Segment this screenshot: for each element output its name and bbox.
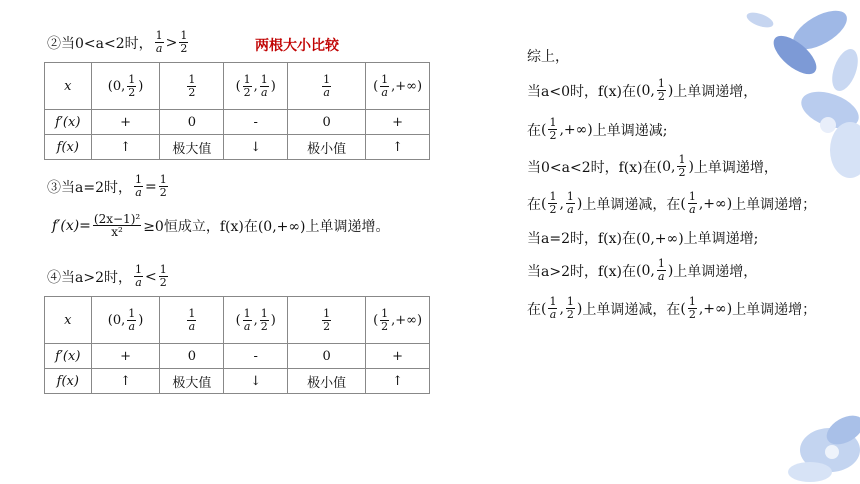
table-cell: 0 xyxy=(288,110,366,135)
summary-title: 综上， xyxy=(527,49,569,65)
summary-line-3: 当0<a<2时，f(x)在 (0, $\frac{1}{2}$ ) 上单调递增， xyxy=(527,153,778,179)
table-cell: ↑ xyxy=(91,369,160,394)
table-cell: ↑ xyxy=(91,135,160,160)
case3-eq: f′(x)= xyxy=(52,217,91,234)
summary-line-7: 在 ( $\frac{1}{a}$ , $\frac{1}{2}$ ) 上单调递减，在 ( $\frac{1}{2}$ ,+∞) 上单调递增； xyxy=(527,295,817,321)
table2-header-point2: $\frac{1}{2}$ xyxy=(288,297,366,344)
table1-header-interval2: ( $\frac{1}{2}$ , $\frac{1}{a}$ ) xyxy=(224,63,288,110)
summary-line-5: 当a=2时，f(x)在(0,+∞)上单调递增; xyxy=(527,231,759,247)
table-cell: 极大值 xyxy=(160,135,224,160)
table1-header-x: x xyxy=(45,63,92,110)
case2-frac-left: $\frac{1}{a}$ xyxy=(155,29,163,55)
table-row xyxy=(45,63,430,110)
sign-table-case2 xyxy=(44,62,430,160)
table-cell: + xyxy=(366,110,430,135)
table1-fp-label: f′(x) xyxy=(45,110,92,135)
table2-header-point1: $\frac{1}{a}$ xyxy=(160,297,224,344)
case2-frac-right: $\frac{1}{2}$ xyxy=(180,29,188,55)
table1-f-label: f(x) xyxy=(45,135,92,160)
case2-label: ②当0<a<2时， xyxy=(47,35,153,52)
table2-header-interval1: (0, $\frac{1}{a}$ ) xyxy=(91,297,160,344)
table-cell: 极小值 xyxy=(288,369,366,394)
table-cell: - xyxy=(224,344,288,369)
summary-line-1: 当a<0时，f(x)在 (0, $\frac{1}{2}$ ) 上单调递增， xyxy=(527,77,758,103)
table1-header-interval1: (0, $\frac{1}{2}$ ) xyxy=(91,63,160,110)
sign-table-case4 xyxy=(44,296,430,394)
note-compare-roots: 两根大小比较 xyxy=(255,38,339,54)
table2-header-interval3: ( $\frac{1}{2}$ ,+∞) xyxy=(366,297,430,344)
table-cell: ↓ xyxy=(224,369,288,394)
table-cell: 0 xyxy=(160,344,224,369)
summary-line-6: 当a>2时，f(x)在 (0, $\frac{1}{a}$ ) 上单调递增， xyxy=(527,257,758,283)
case4-heading: ④当a>2时， $\frac{1}{a}$ < $\frac{1}{2}$ xyxy=(47,263,167,289)
table1-header-point2: $\frac{1}{a}$ xyxy=(288,63,366,110)
case2-heading: ②当0<a<2时， $\frac{1}{a}$ > $\frac{1}{2}$ xyxy=(47,29,188,55)
summary-line-4: 在 ( $\frac{1}{2}$ , $\frac{1}{a}$ ) 上单调递减，在 ( $\frac{1}{a}$ ,+∞) 上单调递增； xyxy=(527,190,817,216)
table-cell: 0 xyxy=(160,110,224,135)
summary-line-2: 在 ( $\frac{1}{2}$ ,+∞) 上单调递减; xyxy=(527,116,668,142)
table2-header-x: x xyxy=(45,297,92,344)
table-cell: ↑ xyxy=(366,135,430,160)
case3-label: ③当a=2时， xyxy=(47,179,132,196)
table-row xyxy=(45,110,430,135)
case3-heading: ③当a=2时， $\frac{1}{a}$ = $\frac{1}{2}$ xyxy=(47,173,167,199)
table-cell: + xyxy=(91,344,160,369)
case3-derivative xyxy=(52,213,390,238)
table-cell: + xyxy=(366,344,430,369)
table-row xyxy=(45,344,430,369)
table-row xyxy=(45,369,430,394)
case3-num: (2x−1)² xyxy=(93,212,141,226)
case3-tail: ≥0恒成立，f(x)在(0,+∞)上单调递增。 xyxy=(143,218,390,235)
table-cell: ↓ xyxy=(224,135,288,160)
table-cell: + xyxy=(91,110,160,135)
case3-den: x² xyxy=(111,225,123,239)
table1-header-interval3: ( $\frac{1}{a}$ ,+∞) xyxy=(366,63,430,110)
table-cell: 极大值 xyxy=(160,369,224,394)
table2-fp-label: f′(x) xyxy=(45,344,92,369)
flower-decoration-bottom xyxy=(770,400,860,484)
table-row xyxy=(45,135,430,160)
table2-f-label: f(x) xyxy=(45,369,92,394)
table-cell: ↑ xyxy=(366,369,430,394)
table2-header-interval2: ( $\frac{1}{a}$ , $\frac{1}{2}$ ) xyxy=(224,297,288,344)
case4-label: ④当a>2时， xyxy=(47,269,132,286)
table-cell: - xyxy=(224,110,288,135)
table1-header-point1: $\frac{1}{2}$ xyxy=(160,63,224,110)
table-row xyxy=(45,297,430,344)
table-cell: 0 xyxy=(288,344,366,369)
table-cell: 极小值 xyxy=(288,135,366,160)
